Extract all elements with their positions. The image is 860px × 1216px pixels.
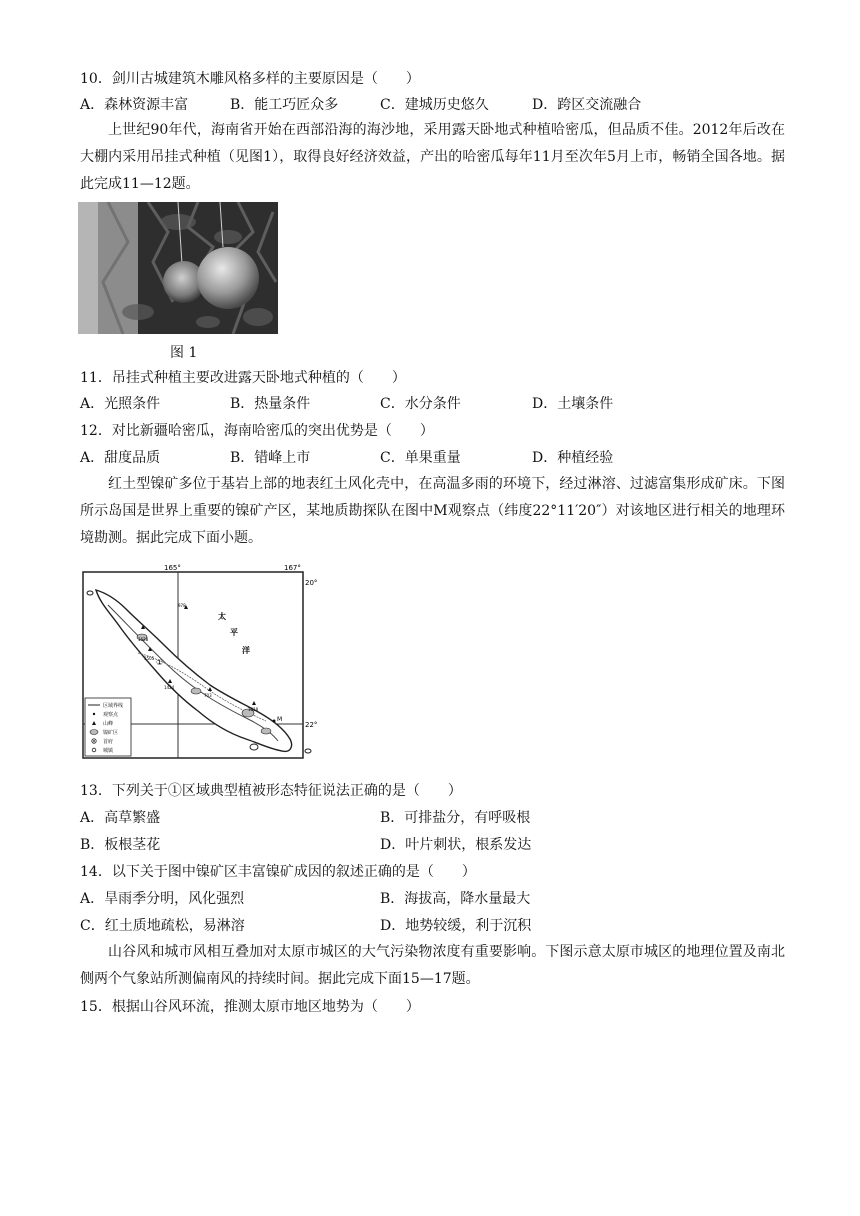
ocean-label-2: 平: [230, 628, 238, 637]
question-10-stem: 10．剑川古城建筑木雕风格多样的主要原因是（ ）: [80, 71, 420, 87]
q12-option-a[interactable]: A．甜度品质: [80, 450, 161, 466]
question-13-stem: 13．下列关于①区域典型植被形态特征说法正确的是（ ）: [80, 783, 462, 799]
legend-observation: 观察点: [103, 712, 119, 718]
question-11-stem: 11．吊挂式种植主要改进露天卧地式种植的（ ）: [80, 370, 406, 386]
region-1-marker: ①: [156, 658, 164, 667]
question-15-stem: 15．根据山谷风环流，推测太原市地区地势为（ ）: [80, 999, 420, 1015]
point-m-label: M: [277, 716, 283, 723]
q14-option-c[interactable]: C．红土质地疏松，易淋溶: [80, 918, 245, 934]
lat-label-20: 20°: [305, 579, 318, 587]
q13-option-a[interactable]: A．高草繁盛: [80, 810, 161, 826]
figure-1-photo: [78, 202, 278, 334]
elev-5: 1618: [248, 707, 259, 712]
q10-option-a[interactable]: A．森林资源丰富: [80, 97, 189, 113]
elev-3: 1424: [164, 685, 175, 690]
ocean-label-1: 太: [218, 612, 226, 621]
ocean-label-3: 洋: [242, 646, 250, 655]
q10-option-c[interactable]: C．建城历史悠久: [380, 97, 489, 113]
lat-label-22: 22°: [305, 721, 318, 729]
q13-option-d[interactable]: D．叶片刺状，根系发达: [380, 837, 532, 853]
passage-nickel-ore: 红土型镍矿多位于基岩上部的地表红土风化壳中，在高温多雨的环境下，经过淋溶、过滤富集形成矿床。下图所示岛国是世界上重要的镍矿产区，某地质勘探队在图中M观察点（纬度22°11′20″）对该地区进行相关的地理环境勘测。据此完成下面小题。: [80, 476, 785, 546]
elev-6: 978: [178, 603, 186, 608]
q11-option-a[interactable]: A．光照条件: [80, 396, 161, 412]
q12-option-b[interactable]: B．错峰上市: [230, 450, 311, 466]
elev-2: 1505: [144, 656, 155, 661]
q11-option-c[interactable]: C．水分条件: [380, 396, 461, 412]
island-nickel-map: [78, 563, 318, 763]
passage-taiyuan-wind: 山谷风和城市风相互叠加对太原市城区的大气污染物浓度有重要影响。下图示意太原市城区的地理位置及南北侧两个气象站所测偏南风的持续时间。据此完成下面15—17题。: [80, 944, 785, 987]
map-legend: [85, 698, 131, 756]
legend-nickel: 镍矿区: [103, 730, 119, 736]
q10-option-d[interactable]: D．跨区交流融合: [532, 97, 642, 113]
question-13-options-row1: [80, 809, 785, 829]
question-11-options: [80, 395, 785, 415]
q11-option-b[interactable]: B．热量条件: [230, 396, 311, 412]
legend-capital: 首府: [103, 739, 114, 745]
question-12-stem: 12．对比新疆哈密瓜，海南哈密瓜的突出优势是（ ）: [80, 423, 434, 439]
q12-option-d[interactable]: D．种植经验: [532, 450, 614, 466]
q10-option-b[interactable]: B．能工巧匠众多: [230, 97, 339, 113]
q13-option-c[interactable]: B．板根茎花: [80, 837, 161, 853]
lon-label-167: 167°: [284, 564, 301, 572]
passage-hami-melon: 上世纪90年代，海南省开始在西部沿海的海沙地，采用露天卧地式种植哈密瓜，但品质不佳。2012年后改在大棚内采用吊挂式种植（见图1），取得良好经济效益，产出的哈密瓜每年11月至次年5月上市，畅销全国各地。据此完成11—12题。: [80, 122, 785, 192]
question-13-options-row2: [80, 836, 785, 856]
question-10-options: [80, 96, 785, 116]
q12-option-c[interactable]: C．单果重量: [380, 450, 461, 466]
q14-option-b[interactable]: B．海拔高，降水量最大: [380, 891, 531, 907]
observation-point-m: [273, 720, 276, 723]
question-12-options: [80, 449, 785, 469]
q13-option-b[interactable]: B．可排盐分，有呼吸根: [380, 810, 531, 826]
question-14-options-row1: [80, 890, 785, 910]
legend-boundary: 区域界线: [103, 703, 124, 709]
legend-peak: 山峰: [103, 721, 114, 727]
hanging-melon-photo-icon: [78, 202, 278, 334]
q14-option-a[interactable]: A．旱雨季分明，风化强烈: [80, 891, 245, 907]
q11-option-d[interactable]: D．土壤条件: [532, 396, 614, 412]
lon-label-165: 165°: [164, 564, 181, 572]
question-14-stem: 14．以下关于图中镍矿区丰富镍矿成因的叙述正确的是（ ）: [80, 864, 476, 880]
question-14-options-row2: [80, 917, 785, 937]
elev-1: 1628: [138, 637, 149, 642]
elev-4: 703: [204, 693, 212, 698]
q14-option-d[interactable]: D．地势较缓，利于沉积: [380, 918, 532, 934]
figure-1-caption: 图 1: [170, 345, 198, 361]
legend-town: 城镇: [103, 748, 114, 754]
